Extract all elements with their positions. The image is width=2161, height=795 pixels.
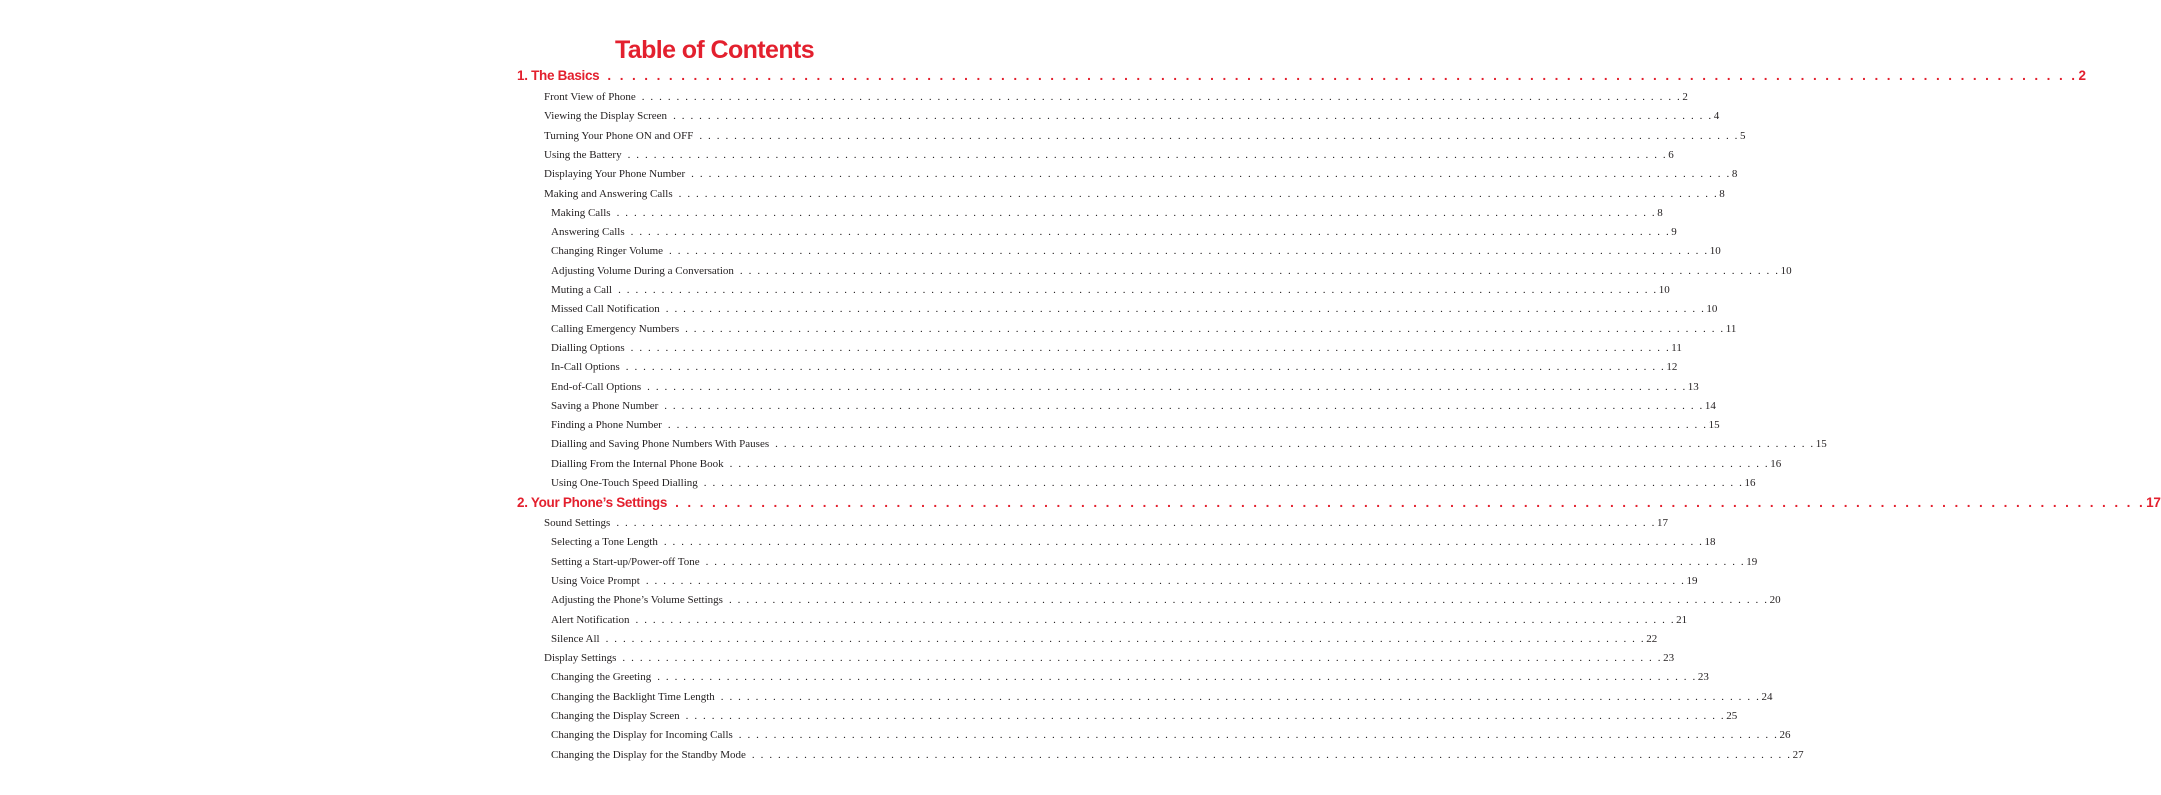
- toc-entry[interactable]: [551, 690, 1773, 705]
- toc-entry-title: Adjusting the Phone’s Volume Settings: [551, 594, 723, 607]
- toc-entry[interactable]: [551, 302, 1718, 317]
- toc-entry[interactable]: [551, 244, 1721, 259]
- dot-leader: . . . . . . . . . . . . . . . . . . . . . . . . . . . . . . . . . . . . . . . . . . . . . . . . . . . . . . . . . . . . . . . . . . . . . . . . . . . . . . . . . . . . . . . . . . . . . . . . . . . . . . . . . . . . . . . . . . . . . . . .: [605, 632, 1646, 645]
- toc-entry[interactable]: [551, 574, 1698, 589]
- dot-leader: . . . . . . . . . . . . . . . . . . . . . . . . . . . . . . . . . . . . . . . . . . . . . . . . . . . . . . . . . . . . . . . . . . . . . . . . . . . . . . . . . . . . . . . . . . . . . . . . . . . . . . . . . . . . . . . . . . . . . . . .: [667, 419, 1708, 432]
- toc-entry[interactable]: [551, 380, 1699, 395]
- toc-page-number: 2: [2078, 68, 2086, 83]
- toc-entry[interactable]: [551, 632, 1658, 647]
- toc-page-number: 23: [1697, 671, 1709, 684]
- dot-leader: . . . . . . . . . . . . . . . . . . . . . . . . . . . . . . . . . . . . . . . . . . . . . . . . . . . . . . . . . . . . . . . . . . . . . . . . . . . . . . . . . . . . . . . . . . . . . . . . . . . . . . . . . . . . . . . . . . . . . . . .: [675, 495, 2146, 510]
- toc-page-number: 14: [1704, 399, 1716, 412]
- toc-entry-title: Making Calls: [551, 206, 611, 219]
- dot-leader: . . . . . . . . . . . . . . . . . . . . . . . . . . . . . . . . . . . . . . . . . . . . . . . . . . . . . . . . . . . . . . . . . . . . . . . . . . . . . . . . . . . . . . . . . . . . . . . . . . . . . . . . . . . . . . . . . . . . . . . .: [664, 399, 1704, 412]
- toc-entry-title: Front View of Phone: [544, 91, 636, 103]
- toc-entry-title: Changing the Display Screen: [551, 710, 680, 722]
- toc-entry[interactable]: [551, 748, 1804, 763]
- toc-entry[interactable]: [551, 457, 1782, 472]
- dot-leader: . . . . . . . . . . . . . . . . . . . . . . . . . . . . . . . . . . . . . . . . . . . . . . . . . . . . . . . . . . . . . . . . . . . . . . . . . . . . . . . . . . . . . . . . . . . . . . . . . . . . . . . . . . . . . . . . . . . . . . . .: [691, 168, 1731, 181]
- toc-chapter-heading[interactable]: [517, 67, 2086, 85]
- toc-page-number: 9: [1671, 226, 1677, 239]
- toc-entry[interactable]: [544, 651, 1675, 666]
- page-title: Table of Contents: [614, 36, 815, 64]
- toc-page-number: 8: [1731, 168, 1738, 181]
- toc-page-number: 22: [1646, 632, 1658, 645]
- dot-leader: . . . . . . . . . . . . . . . . . . . . . . . . . . . . . . . . . . . . . . . . . . . . . . . . . . . . . . . . . . . . . . . . . . . . . . . . . . . . . . . . . . . . . . . . . . . . . . . . . . . . . . . . . . . . . . . . . . . . . . . .: [607, 68, 2078, 83]
- toc-entry-title: Finding a Phone Number: [551, 419, 662, 432]
- toc-entry-title: Using One-Touch Speed Dialling: [551, 477, 698, 489]
- toc-entry-title: Viewing the Display Screen: [544, 110, 668, 123]
- toc-page-number: 6: [1668, 148, 1674, 161]
- toc-entry[interactable]: [544, 148, 1674, 163]
- toc-page-number: 23: [1663, 652, 1675, 665]
- toc-entry[interactable]: [551, 728, 1791, 743]
- toc-entry[interactable]: [544, 129, 1746, 144]
- toc-entry-title: Making and Answering Calls: [544, 187, 673, 200]
- dot-leader: . . . . . . . . . . . . . . . . . . . . . . . . . . . . . . . . . . . . . . . . . . . . . . . . . . . . . . . . . . . . . . . . . . . . . . . . . . . . . . . . . . . . . . . . . . . . . . . . . . . . . . . . . . . . . . . . . . . . . . . .: [775, 438, 1815, 451]
- toc-entry[interactable]: [551, 555, 1758, 570]
- toc-page-number: 12: [1666, 361, 1678, 374]
- dot-leader: . . . . . . . . . . . . . . . . . . . . . . . . . . . . . . . . . . . . . . . . . . . . . . . . . . . . . . . . . . . . . . . . . . . . . . . . . . . . . . . . . . . . . . . . . . . . . . . . . . . . . . . . . . . . . . . . . . . . . . . .: [728, 594, 1769, 607]
- toc-entry[interactable]: [551, 399, 1716, 414]
- dot-leader: . . . . . . . . . . . . . . . . . . . . . . . . . . . . . . . . . . . . . . . . . . . . . . . . . . . . . . . . . . . . . . . . . . . . . . . . . . . . . . . . . . . . . . . . . . . . . . . . . . . . . . . . . . . . . . . . . . . . . . . .: [751, 748, 1792, 761]
- toc-entry[interactable]: [551, 670, 1709, 685]
- dot-leader: . . . . . . . . . . . . . . . . . . . . . . . . . . . . . . . . . . . . . . . . . . . . . . . . . . . . . . . . . . . . . . . . . . . . . . . . . . . . . . . . . . . . . . . . . . . . . . . . . . . . . . . . . . . . . . . . . . . . . . . .: [641, 91, 1682, 103]
- toc-page-number: 10: [1658, 284, 1670, 296]
- toc-entry-title: Dialling and Saving Phone Numbers With Pauses: [551, 438, 770, 451]
- toc-entry-title: 1. The Basics: [517, 68, 600, 83]
- dot-leader: . . . . . . . . . . . . . . . . . . . . . . . . . . . . . . . . . . . . . . . . . . . . . . . . . . . . . . . . . . . . . . . . . . . . . . . . . . . . . . . . . . . . . . . . . . . . . . . . . . . . . . . . . . . . . . . . . . . . . . . .: [669, 245, 1709, 258]
- toc-page-number: 18: [1704, 536, 1716, 549]
- toc-entry-title: Answering Calls: [551, 226, 625, 239]
- toc-entry-title: Using the Battery: [544, 148, 622, 161]
- toc-entry-title: Muting a Call: [551, 284, 613, 296]
- toc-entry[interactable]: [544, 187, 1725, 202]
- toc-entry-title: In-Call Options: [551, 361, 620, 374]
- toc-entry-title: 2. Your Phone’s Settings: [517, 495, 668, 510]
- dot-leader: . . . . . . . . . . . . . . . . . . . . . . . . . . . . . . . . . . . . . . . . . . . . . . . . . . . . . . . . . . . . . . . . . . . . . . . . . . . . . . . . . . . . . . . . . . . . . . . . . . . . . . . . . . . . . . . . . . . . . . . .: [618, 284, 1658, 296]
- toc-entry-title: End-of-Call Options: [551, 380, 642, 393]
- toc-entry[interactable]: [551, 437, 1827, 452]
- toc-entry[interactable]: [544, 516, 1668, 531]
- toc-page-number: 13: [1687, 380, 1699, 393]
- dot-leader: . . . . . . . . . . . . . . . . . . . . . . . . . . . . . . . . . . . . . . . . . . . . . . . . . . . . . . . . . . . . . . . . . . . . . . . . . . . . . . . . . . . . . . . . . . . . . . . . . . . . . . . . . . . . . . . . . . . . . . . .: [616, 206, 1657, 219]
- toc-entry-title: Changing the Greeting: [551, 671, 652, 684]
- dot-leader: . . . . . . . . . . . . . . . . . . . . . . . . . . . . . . . . . . . . . . . . . . . . . . . . . . . . . . . . . . . . . . . . . . . . . . . . . . . . . . . . . . . . . . . . . . . . . . . . . . . . . . . . . . . . . . . . . . . . . . . .: [616, 517, 1656, 529]
- toc-entry-title: Display Settings: [544, 652, 617, 665]
- toc-page-number: 26: [1779, 729, 1791, 742]
- dot-leader: . . . . . . . . . . . . . . . . . . . . . . . . . . . . . . . . . . . . . . . . . . . . . . . . . . . . . . . . . . . . . . . . . . . . . . . . . . . . . . . . . . . . . . . . . . . . . . . . . . . . . . . . . . . . . . . . . . . . . . . .: [630, 226, 1671, 239]
- toc-entry[interactable]: [551, 341, 1682, 356]
- toc-entry-title: Using Voice Prompt: [551, 574, 640, 587]
- toc-page-number: 4: [1713, 110, 1720, 123]
- toc-page-number: 10: [1780, 264, 1792, 277]
- toc-entry-title: Dialling From the Internal Phone Book: [551, 457, 724, 470]
- toc-entry-title: Changing Ringer Volume: [551, 245, 664, 258]
- toc-entry-title: Changing the Display for the Standby Mode: [551, 748, 746, 761]
- toc-chapter-heading[interactable]: [517, 494, 2161, 512]
- dot-leader: . . . . . . . . . . . . . . . . . . . . . . . . . . . . . . . . . . . . . . . . . . . . . . . . . . . . . . . . . . . . . . . . . . . . . . . . . . . . . . . . . . . . . . . . . . . . . . . . . . . . . . . . . . . . . . . . . . . . . . . .: [699, 129, 1740, 142]
- toc-page-number: 24: [1761, 690, 1773, 703]
- toc-entry-title: Turning Your Phone ON and OFF: [544, 129, 694, 142]
- toc-entry-title: Selecting a Tone Length: [551, 536, 658, 549]
- toc-entry-title: Sound Settings: [544, 517, 611, 529]
- toc-page-number: 17: [2146, 495, 2161, 510]
- toc-entry-title: Calling Emergency Numbers: [551, 322, 680, 335]
- toc-page-number: 8: [1657, 206, 1663, 219]
- toc-entry[interactable]: [551, 476, 1756, 491]
- toc-entry[interactable]: [551, 709, 1738, 724]
- toc-page-number: 11: [1725, 322, 1737, 335]
- toc-page-number: 15: [1815, 438, 1827, 451]
- dot-leader: . . . . . . . . . . . . . . . . . . . . . . . . . . . . . . . . . . . . . . . . . . . . . . . . . . . . . . . . . . . . . . . . . . . . . . . . . . . . . . . . . . . . . . . . . . . . . . . . . . . . . . . . . . . . . . . . . . . . . . . .: [705, 555, 1746, 568]
- toc-page-number: 10: [1706, 303, 1718, 316]
- toc-entry[interactable]: [551, 418, 1720, 433]
- dot-leader: . . . . . . . . . . . . . . . . . . . . . . . . . . . . . . . . . . . . . . . . . . . . . . . . . . . . . . . . . . . . . . . . . . . . . . . . . . . . . . . . . . . . . . . . . . . . . . . . . . . . . . . . . . . . . . . . . . . . . . . .: [625, 361, 1666, 374]
- toc-page-number: 20: [1769, 594, 1781, 607]
- toc-entry[interactable]: [551, 225, 1677, 240]
- dot-leader: . . . . . . . . . . . . . . . . . . . . . . . . . . . . . . . . . . . . . . . . . . . . . . . . . . . . . . . . . . . . . . . . . . . . . . . . . . . . . . . . . . . . . . . . . . . . . . . . . . . . . . . . . . . . . . . . . . . . . . . .: [663, 536, 1704, 549]
- toc-entry-title: Changing the Display for Incoming Calls: [551, 729, 733, 742]
- dot-leader: . . . . . . . . . . . . . . . . . . . . . . . . . . . . . . . . . . . . . . . . . . . . . . . . . . . . . . . . . . . . . . . . . . . . . . . . . . . . . . . . . . . . . . . . . . . . . . . . . . . . . . . . . . . . . . . . . . . . . . . .: [657, 671, 1697, 684]
- dot-leader: . . . . . . . . . . . . . . . . . . . . . . . . . . . . . . . . . . . . . . . . . . . . . . . . . . . . . . . . . . . . . . . . . . . . . . . . . . . . . . . . . . . . . . . . . . . . . . . . . . . . . . . . . . . . . . . . . . . . . . . .: [647, 380, 1687, 393]
- toc-page-number: 11: [1671, 341, 1682, 354]
- toc-page-number: 16: [1744, 477, 1756, 489]
- toc-entry[interactable]: [551, 360, 1678, 375]
- dot-leader: . . . . . . . . . . . . . . . . . . . . . . . . . . . . . . . . . . . . . . . . . . . . . . . . . . . . . . . . . . . . . . . . . . . . . . . . . . . . . . . . . . . . . . . . . . . . . . . . . . . . . . . . . . . . . . . . . . . . . . . .: [703, 477, 1744, 489]
- toc-entry[interactable]: [551, 264, 1792, 279]
- toc-page-number: 25: [1726, 710, 1738, 722]
- toc-page-number: 2: [1682, 91, 1688, 103]
- toc-entry-title: Changing the Backlight Time Length: [551, 690, 715, 703]
- toc-page-number: 19: [1746, 555, 1758, 568]
- dot-leader: . . . . . . . . . . . . . . . . . . . . . . . . . . . . . . . . . . . . . . . . . . . . . . . . . . . . . . . . . . . . . . . . . . . . . . . . . . . . . . . . . . . . . . . . . . . . . . . . . . . . . . . . . . . . . . . . . . . . . . . .: [685, 710, 1726, 722]
- toc-entry[interactable]: [544, 167, 1738, 182]
- toc-page-number: 27: [1792, 748, 1804, 761]
- toc-entry-title: Dialling Options: [551, 341, 625, 354]
- toc-entry[interactable]: [551, 593, 1781, 608]
- toc-entry-title: Silence All: [551, 632, 600, 645]
- toc-entry-title: Setting a Start-up/Power-off Tone: [551, 555, 700, 568]
- toc-entry-title: Alert Notification: [551, 613, 630, 626]
- dot-leader: . . . . . . . . . . . . . . . . . . . . . . . . . . . . . . . . . . . . . . . . . . . . . . . . . . . . . . . . . . . . . . . . . . . . . . . . . . . . . . . . . . . . . . . . . . . . . . . . . . . . . . . . . . . . . . . . . . . . . . . .: [645, 574, 1686, 587]
- dot-leader: . . . . . . . . . . . . . . . . . . . . . . . . . . . . . . . . . . . . . . . . . . . . . . . . . . . . . . . . . . . . . . . . . . . . . . . . . . . . . . . . . . . . . . . . . . . . . . . . . . . . . . . . . . . . . . . . . . . . . . . .: [720, 690, 1761, 703]
- toc-entry[interactable]: [551, 206, 1663, 221]
- toc-page-number: 15: [1708, 419, 1720, 432]
- dot-leader: . . . . . . . . . . . . . . . . . . . . . . . . . . . . . . . . . . . . . . . . . . . . . . . . . . . . . . . . . . . . . . . . . . . . . . . . . . . . . . . . . . . . . . . . . . . . . . . . . . . . . . . . . . . . . . . . . . . . . . . .: [635, 613, 1676, 626]
- dot-leader: . . . . . . . . . . . . . . . . . . . . . . . . . . . . . . . . . . . . . . . . . . . . . . . . . . . . . . . . . . . . . . . . . . . . . . . . . . . . . . . . . . . . . . . . . . . . . . . . . . . . . . . . . . . . . . . . . . . . . . . .: [673, 110, 1713, 123]
- dot-leader: . . . . . . . . . . . . . . . . . . . . . . . . . . . . . . . . . . . . . . . . . . . . . . . . . . . . . . . . . . . . . . . . . . . . . . . . . . . . . . . . . . . . . . . . . . . . . . . . . . . . . . . . . . . . . . . . . . . . . . . .: [739, 264, 1780, 277]
- toc-entry[interactable]: [551, 535, 1716, 550]
- toc-entry[interactable]: [544, 109, 1720, 124]
- toc-entry[interactable]: [551, 613, 1688, 628]
- toc-entry-title: Displaying Your Phone Number: [544, 168, 686, 181]
- toc-page-number: 21: [1676, 613, 1688, 626]
- dot-leader: . . . . . . . . . . . . . . . . . . . . . . . . . . . . . . . . . . . . . . . . . . . . . . . . . . . . . . . . . . . . . . . . . . . . . . . . . . . . . . . . . . . . . . . . . . . . . . . . . . . . . . . . . . . . . . . . . . . . . . . .: [622, 652, 1663, 665]
- toc-page-number: 5: [1740, 129, 1746, 142]
- toc-entry-title: Saving a Phone Number: [551, 399, 659, 412]
- toc-page-number: 10: [1709, 245, 1721, 258]
- toc-entry[interactable]: [544, 90, 1688, 105]
- dot-leader: . . . . . . . . . . . . . . . . . . . . . . . . . . . . . . . . . . . . . . . . . . . . . . . . . . . . . . . . . . . . . . . . . . . . . . . . . . . . . . . . . . . . . . . . . . . . . . . . . . . . . . . . . . . . . . . . . . . . . . . .: [738, 729, 1779, 742]
- dot-leader: . . . . . . . . . . . . . . . . . . . . . . . . . . . . . . . . . . . . . . . . . . . . . . . . . . . . . . . . . . . . . . . . . . . . . . . . . . . . . . . . . . . . . . . . . . . . . . . . . . . . . . . . . . . . . . . . . . . . . . . .: [685, 322, 1725, 335]
- toc-entry-title: Adjusting Volume During a Conversation: [551, 264, 734, 277]
- toc-entry-title: Missed Call Notification: [551, 303, 660, 316]
- toc-page-number: 17: [1656, 517, 1668, 529]
- dot-leader: . . . . . . . . . . . . . . . . . . . . . . . . . . . . . . . . . . . . . . . . . . . . . . . . . . . . . . . . . . . . . . . . . . . . . . . . . . . . . . . . . . . . . . . . . . . . . . . . . . . . . . . . . . . . . . . . . . . . . . . .: [678, 187, 1719, 200]
- dot-leader: . . . . . . . . . . . . . . . . . . . . . . . . . . . . . . . . . . . . . . . . . . . . . . . . . . . . . . . . . . . . . . . . . . . . . . . . . . . . . . . . . . . . . . . . . . . . . . . . . . . . . . . . . . . . . . . . . . . . . . . .: [630, 341, 1671, 354]
- toc-entry[interactable]: [551, 283, 1670, 298]
- toc-entry[interactable]: [551, 322, 1737, 337]
- toc-page-number: 8: [1719, 187, 1725, 200]
- toc-page-number: 16: [1770, 457, 1782, 470]
- dot-leader: . . . . . . . . . . . . . . . . . . . . . . . . . . . . . . . . . . . . . . . . . . . . . . . . . . . . . . . . . . . . . . . . . . . . . . . . . . . . . . . . . . . . . . . . . . . . . . . . . . . . . . . . . . . . . . . . . . . . . . . .: [627, 148, 1668, 161]
- dot-leader: . . . . . . . . . . . . . . . . . . . . . . . . . . . . . . . . . . . . . . . . . . . . . . . . . . . . . . . . . . . . . . . . . . . . . . . . . . . . . . . . . . . . . . . . . . . . . . . . . . . . . . . . . . . . . . . . . . . . . . . .: [665, 303, 1706, 316]
- toc-page-number: 19: [1686, 574, 1698, 587]
- dot-leader: . . . . . . . . . . . . . . . . . . . . . . . . . . . . . . . . . . . . . . . . . . . . . . . . . . . . . . . . . . . . . . . . . . . . . . . . . . . . . . . . . . . . . . . . . . . . . . . . . . . . . . . . . . . . . . . . . . . . . . . .: [729, 457, 1770, 470]
